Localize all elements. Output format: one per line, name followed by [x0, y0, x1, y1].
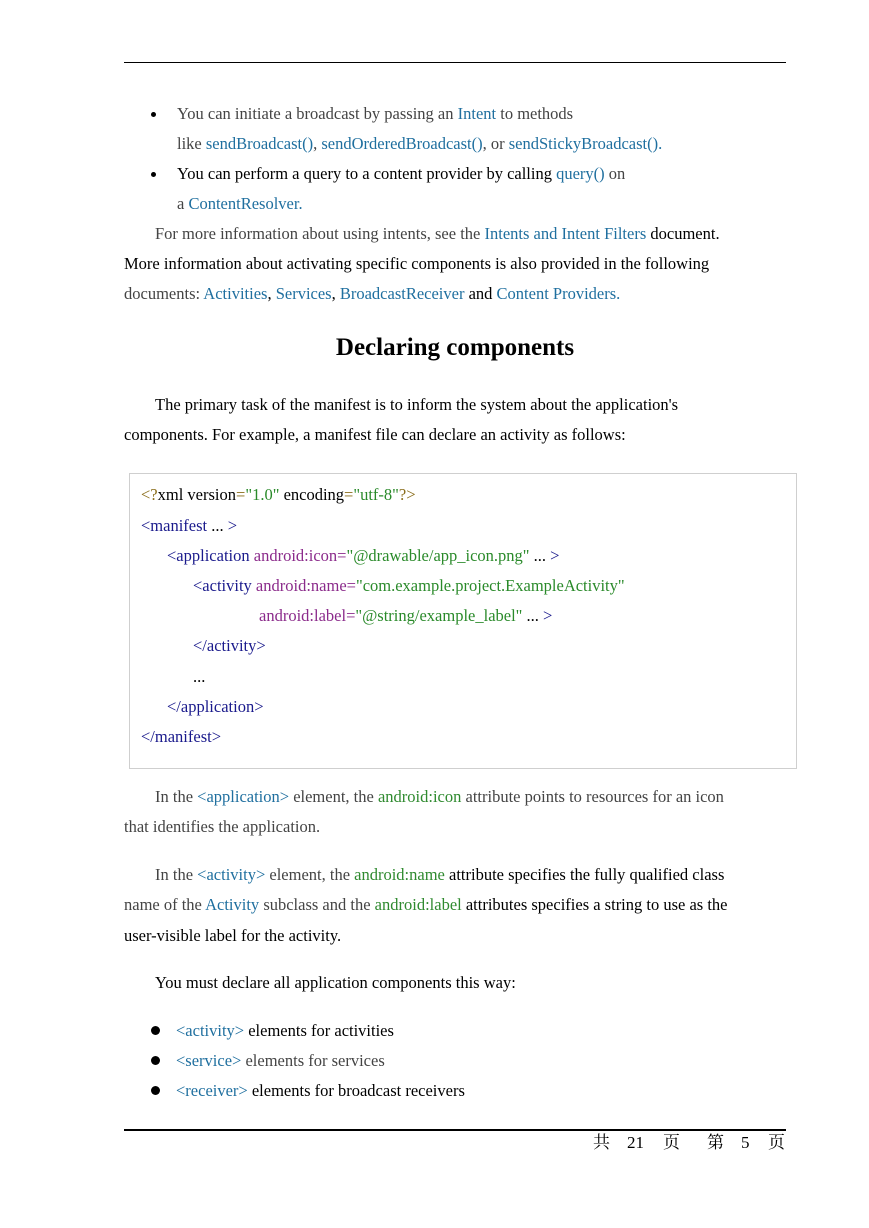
header-rule [124, 62, 786, 63]
text: "com.example.project.ExampleActivity" [355, 576, 625, 595]
bullet-service [176, 1051, 385, 1071]
text: encoding [279, 485, 345, 504]
text: > [227, 516, 238, 535]
text: like [177, 134, 206, 153]
text: For more information about using intents, see the [155, 224, 485, 243]
services-link[interactable]: Services [275, 284, 332, 303]
query-link[interactable]: query() [556, 164, 605, 183]
text: In the [155, 787, 198, 806]
para-application-line1 [155, 787, 724, 807]
text: = [346, 606, 356, 625]
receiver-element-link[interactable]: <receiver> [176, 1081, 248, 1100]
text: elements for broadcast receivers [247, 1081, 465, 1100]
service-element-link[interactable]: <service> [176, 1051, 242, 1070]
text: to methods [496, 104, 574, 123]
text: android:name [251, 576, 347, 595]
text: <application [167, 546, 250, 565]
text: = [337, 546, 347, 565]
intent-link[interactable]: Intent [457, 104, 497, 123]
text: , or [482, 134, 509, 153]
activity-element-link[interactable]: <activity> [176, 1021, 245, 1040]
para-intents-line1 [155, 224, 720, 244]
bullet-broadcast-line1 [177, 104, 573, 124]
text: documents: [124, 284, 204, 303]
footer-page-a: 第 [707, 1133, 724, 1152]
text: attribute specifies the fully qualified class [444, 865, 725, 884]
para-intents-line2: More information about activating specific components is also provided in the following [124, 254, 710, 273]
para-activity-line2 [124, 895, 728, 915]
text: > [543, 606, 553, 625]
intents-filters-link[interactable]: Intents and Intent Filters [484, 224, 647, 243]
footer-page-number: 5 [741, 1133, 750, 1152]
text: a [177, 194, 189, 213]
code-line-3 [167, 546, 559, 566]
footer-total-a: 共 [593, 1133, 610, 1152]
section-heading: Declaring components [335, 334, 575, 361]
text: In the [155, 865, 198, 884]
text: "1.0" [245, 485, 280, 504]
text: "utf-8" [353, 485, 399, 504]
para-application-line2: that identifies the application. [124, 817, 321, 836]
activity-class-link[interactable]: Activity [205, 895, 260, 914]
bullet-activity [176, 1021, 394, 1041]
text: You can perform a query to a content provider by calling [177, 164, 557, 183]
code-line-6: </activity> [193, 636, 266, 655]
text: name of the [124, 895, 206, 914]
application-tag-link[interactable]: <application> [197, 787, 290, 806]
code-line-1 [141, 485, 416, 505]
text: > [550, 546, 560, 565]
text: . [298, 194, 303, 213]
para-declare-all: You must declare all application components this way: [155, 973, 516, 992]
text: = [344, 485, 354, 504]
text: . [616, 284, 621, 303]
text: on [604, 164, 626, 183]
text: , [267, 284, 276, 303]
bullet-query-line2 [177, 194, 303, 214]
activity-tag-link[interactable]: <activity> [197, 865, 266, 884]
para-intents-line3 [124, 284, 620, 304]
sendstickybroadcast-link[interactable]: sendStickyBroadcast() [508, 134, 659, 153]
footer-page-b: 页 [768, 1133, 785, 1152]
sendorderedbroadcast-link[interactable]: sendOrderedBroadcast() [321, 134, 483, 153]
text: <activity [193, 576, 252, 595]
para-activity-line1 [155, 865, 724, 885]
text: . [658, 134, 663, 153]
text: <manifest [141, 516, 208, 535]
text: attributes specifies a string to use as the [461, 895, 728, 914]
code-line-2 [141, 516, 237, 536]
text: xml version [157, 485, 237, 504]
text: ... [529, 546, 551, 565]
bullet-broadcast-line2 [177, 134, 662, 154]
bullet-dot [151, 1026, 160, 1035]
android-label-code: android:label [374, 895, 462, 914]
text: elements for services [241, 1051, 385, 1070]
sendbroadcast-link[interactable]: sendBroadcast() [205, 134, 314, 153]
text: elements for activities [244, 1021, 394, 1040]
text: "@drawable/app_icon.png" [346, 546, 530, 565]
bullet-dot [151, 172, 156, 177]
bullet-dot [151, 1086, 160, 1095]
text: = [236, 485, 246, 504]
footer-rule [124, 1129, 786, 1131]
code-line-8: </application> [167, 697, 264, 716]
text: android:label [259, 606, 347, 625]
para-manifest-line2: components. For example, a manifest file can declare an activity as follows: [124, 425, 626, 444]
text: element, the [289, 787, 378, 806]
text: and [464, 284, 497, 303]
footer-total-b: 页 [663, 1133, 680, 1152]
broadcastreceiver-link[interactable]: BroadcastReceiver [339, 284, 465, 303]
bullet-query-line1 [177, 164, 625, 184]
text: element, the [265, 865, 355, 884]
bullet-dot [151, 112, 156, 117]
text: ... [522, 606, 544, 625]
text: attribute points to resources for an icon [461, 787, 724, 806]
activities-link[interactable]: Activities [203, 284, 268, 303]
code-line-4 [193, 576, 625, 596]
android-icon-code: android:icon [377, 787, 462, 806]
text: <? [141, 485, 158, 504]
text: ?> [398, 485, 416, 504]
text: You can initiate a broadcast by passing an [177, 104, 458, 123]
code-line-9: </manifest> [141, 727, 222, 746]
text: , [313, 134, 322, 153]
para-activity-line3: user-visible label for the activity. [124, 926, 342, 945]
para-manifest-line1: The primary task of the manifest is to inform the system about the application's [155, 395, 679, 414]
text: subclass and the [259, 895, 375, 914]
code-line-7: ... [193, 667, 206, 686]
content-providers-link[interactable]: Content Providers [496, 284, 617, 303]
android-name-code: android:name [354, 865, 445, 884]
bullet-receiver [176, 1081, 465, 1101]
footer-total-pages: 21 [627, 1133, 644, 1152]
text: , [331, 284, 340, 303]
text: document. [646, 224, 720, 243]
contentresolver-link[interactable]: ContentResolver [188, 194, 299, 213]
bullet-dot [151, 1056, 160, 1065]
text: ... [207, 516, 228, 535]
text: "@string/example_label" [355, 606, 523, 625]
text: = [346, 576, 356, 595]
code-line-5 [259, 606, 552, 626]
text: android:icon [249, 546, 338, 565]
